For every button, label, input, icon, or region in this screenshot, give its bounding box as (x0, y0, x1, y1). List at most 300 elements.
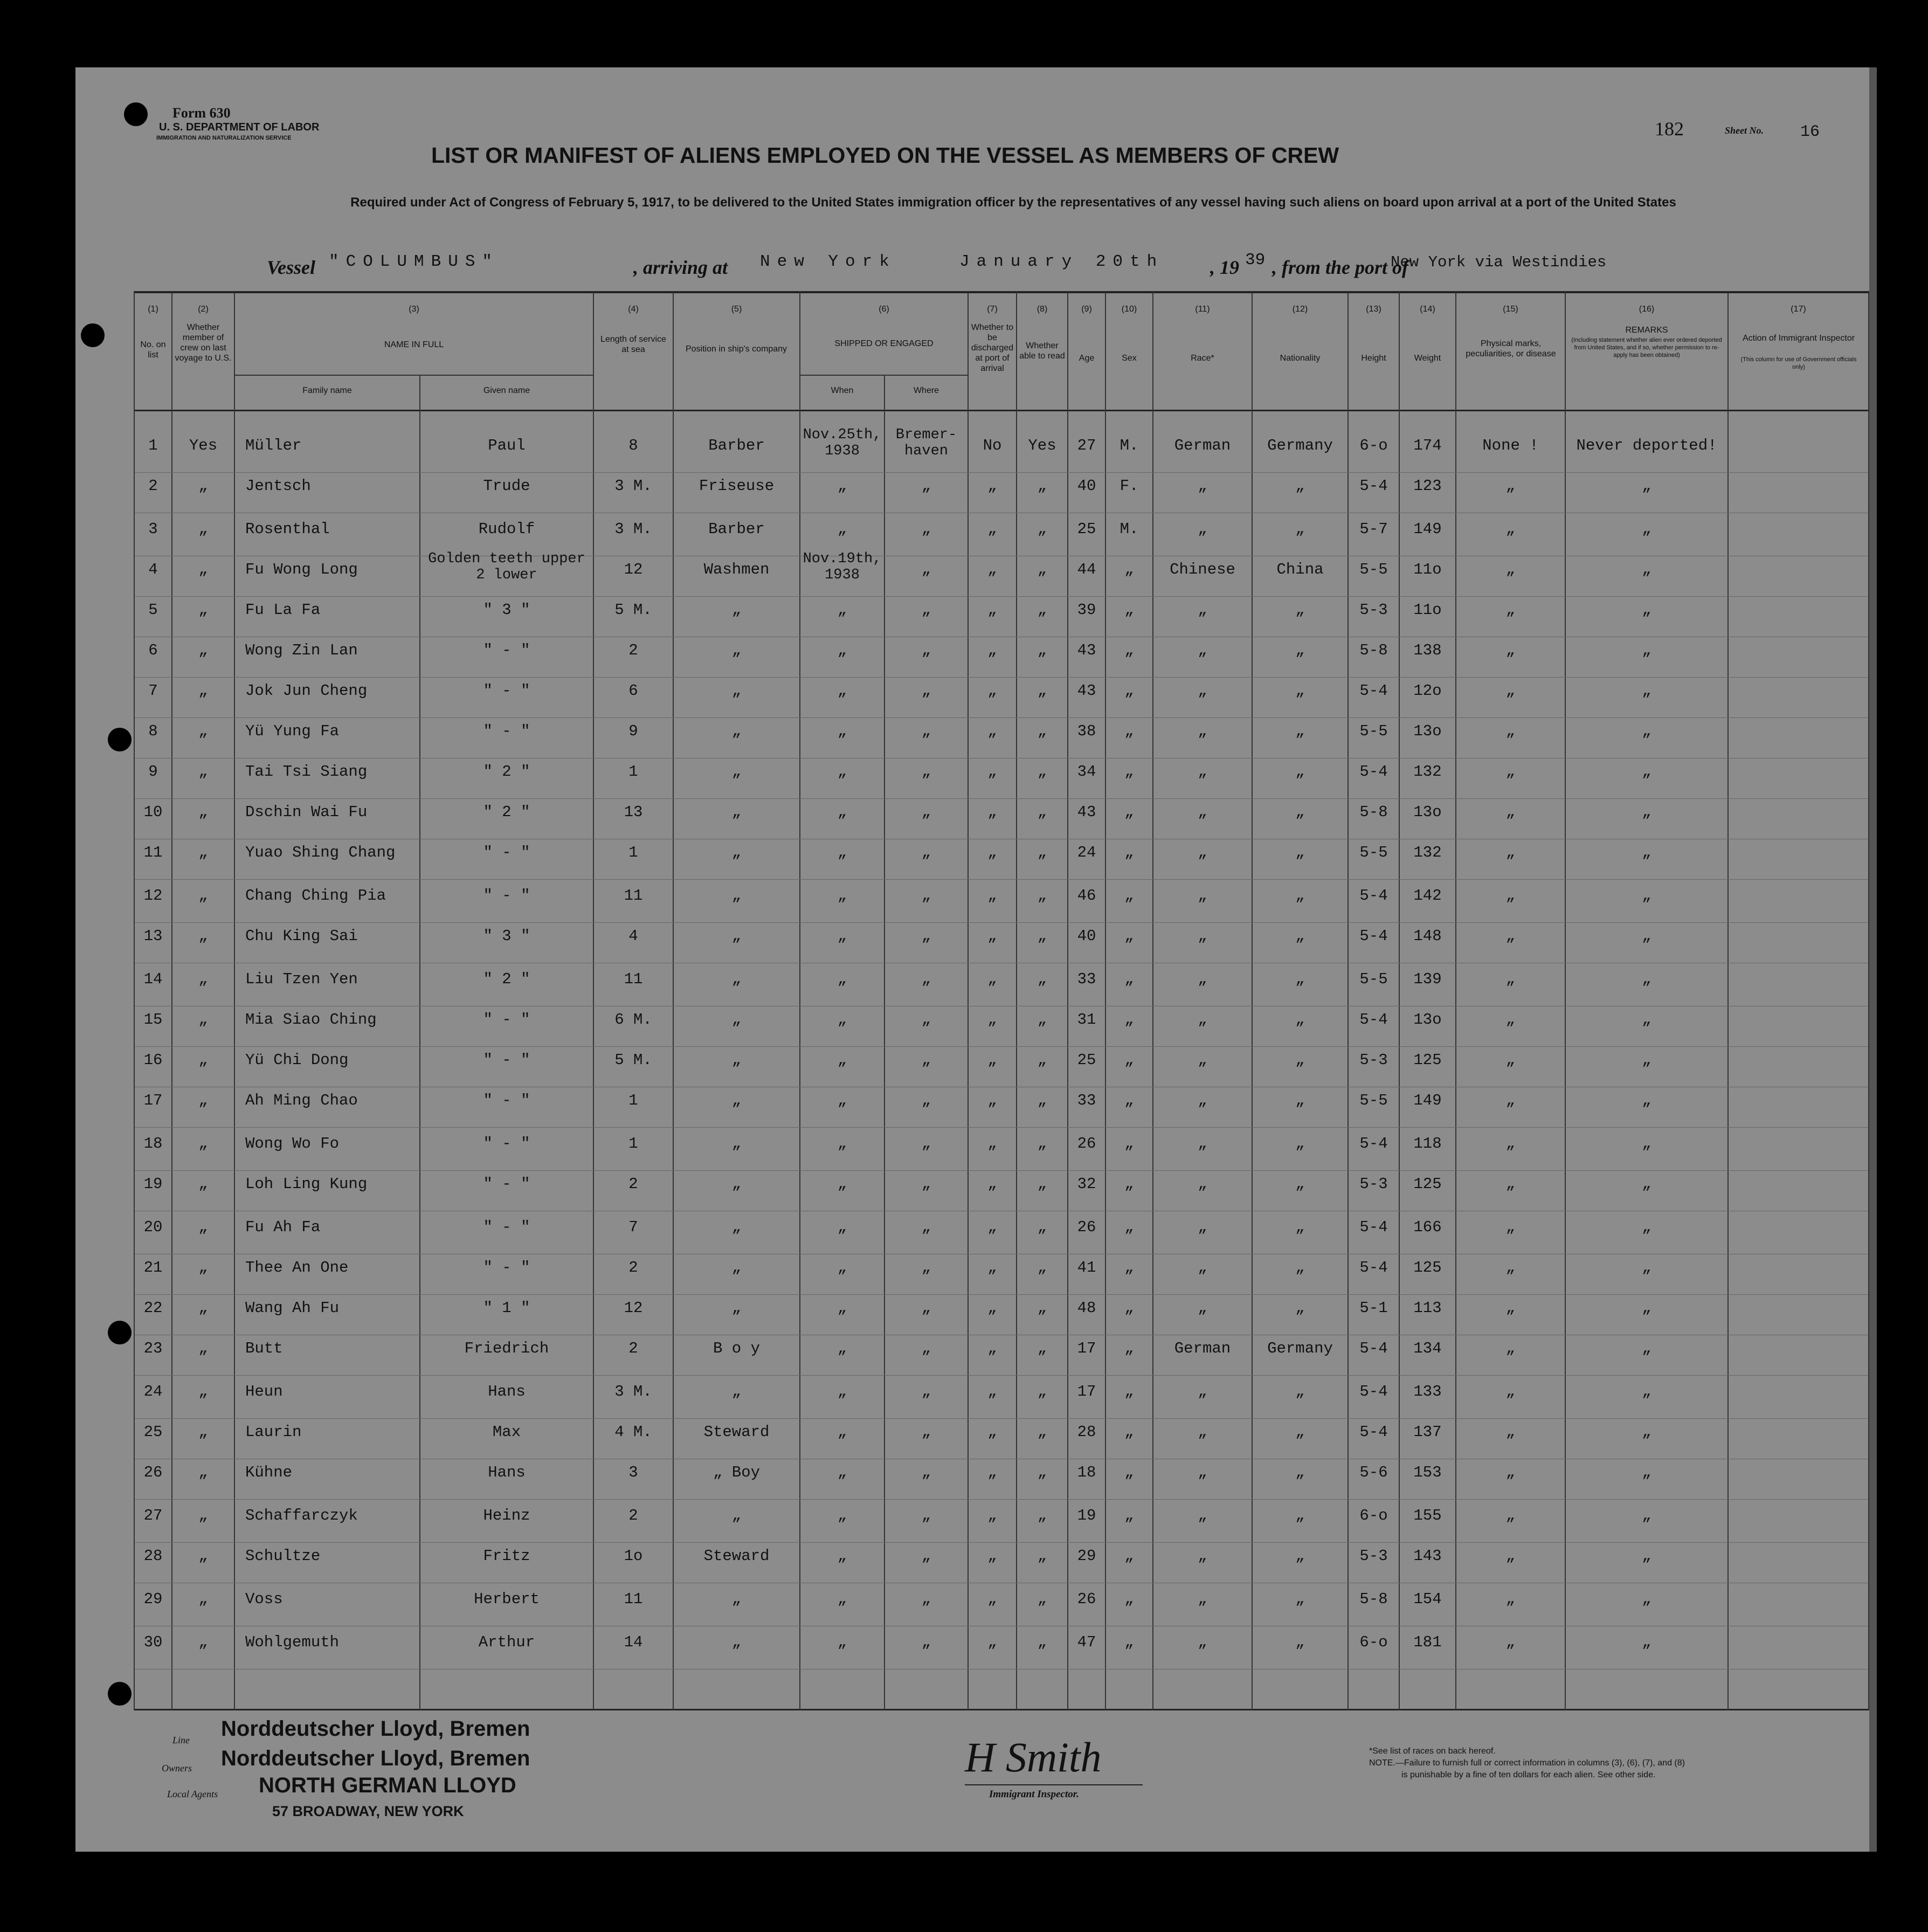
cell-position: „ (731, 1590, 742, 1608)
cell-prev: „ (198, 1135, 208, 1153)
cell-sex: „ (1124, 1011, 1134, 1029)
cell-nationality: „ (1295, 887, 1305, 905)
cell-race: „ (1198, 1092, 1207, 1109)
cell-family: Laurin (245, 1423, 302, 1441)
cell-nationality: China (1276, 561, 1324, 578)
cell-race: „ (1198, 520, 1207, 538)
row-rule (135, 1127, 1868, 1128)
cell-read: „ (1037, 927, 1047, 945)
cell-sex: „ (1124, 1464, 1134, 1481)
cell-height: 5-3 (1359, 1547, 1388, 1565)
cell-nationality: „ (1295, 682, 1305, 700)
cell-no: 29 (143, 1590, 163, 1608)
cell-height: 5-4 (1359, 763, 1388, 781)
cell-remarks: „ (1642, 561, 1651, 578)
cell-height: 5-4 (1359, 682, 1388, 700)
cell-height: 5-5 (1359, 1092, 1388, 1109)
cell-marks: „ (1505, 561, 1516, 578)
column-number: (8) (1036, 305, 1048, 314)
col-line (593, 292, 594, 1710)
cell-when: „ (837, 1259, 847, 1276)
cell-read: „ (1037, 887, 1047, 905)
owners-value: Norddeutscher Lloyd, Bremen (221, 1747, 530, 1770)
col-line (1868, 292, 1869, 1710)
cell-when: „ (837, 477, 847, 495)
cell-discharged: „ (987, 887, 997, 905)
cell-race: „ (1198, 477, 1207, 495)
cell-given: Hans (488, 1383, 526, 1400)
cell-no: 24 (143, 1383, 163, 1400)
cell-sex: „ (1124, 601, 1134, 619)
cell-service: 2 (628, 1259, 638, 1276)
cell-position: „ (731, 970, 742, 988)
cell-prev: „ (198, 1011, 208, 1029)
cell-discharged: „ (987, 1299, 997, 1317)
col-line (134, 292, 135, 1710)
cell-remarks: „ (1642, 1383, 1651, 1400)
cell-service: 6 (628, 682, 638, 700)
cell-read: „ (1037, 601, 1047, 619)
cell-no: 3 (148, 520, 158, 538)
cell-sex: M. (1120, 520, 1139, 538)
cell-read: „ (1037, 722, 1047, 740)
cell-prev: Yes (189, 437, 218, 454)
cell-position: „ Boy (713, 1464, 760, 1481)
cell-no: 30 (143, 1633, 163, 1651)
row-rule (135, 472, 1868, 473)
cell-remarks: „ (1642, 1590, 1651, 1608)
header-able-read: Whether able to read (1019, 341, 1065, 361)
cell-age: 43 (1077, 641, 1096, 659)
cell-given: Herbert (474, 1590, 540, 1608)
cell-no: 18 (143, 1135, 163, 1153)
column-number: (16) (1639, 305, 1655, 314)
cell-discharged: „ (987, 1547, 997, 1565)
cell-prev: „ (198, 1218, 208, 1236)
cell-age: 29 (1077, 1547, 1096, 1565)
cell-position: „ (731, 1175, 742, 1193)
header-inspector-note: (This column for use of Government officials only) (1740, 356, 1857, 370)
cell-weight: 166 (1413, 1218, 1442, 1236)
agents-address: 57 BROADWAY, NEW YORK (272, 1803, 464, 1819)
col-line (1016, 292, 1017, 1710)
cell-nationality: „ (1295, 927, 1305, 945)
cell-when: „ (837, 927, 847, 945)
cell-where: „ (921, 1340, 931, 1357)
table-bottom-rule (134, 1709, 1869, 1710)
cell-family: Voss (245, 1590, 283, 1608)
cell-prev: „ (198, 641, 208, 659)
cell-no: 7 (148, 682, 158, 700)
cell-marks: „ (1505, 1092, 1516, 1109)
cell-given: Trude (483, 477, 530, 495)
cell-where: „ (921, 1135, 931, 1153)
column-number: (3) (409, 305, 419, 314)
header-remarks-note: (Including statement whether alien ever ordered deported from United States, and if so, whether permission to re-apply has been obtained) (1571, 337, 1722, 358)
cell-remarks: „ (1642, 763, 1651, 781)
cell-prev: „ (198, 561, 208, 578)
cell-race: „ (1198, 1590, 1207, 1608)
cell-weight: 149 (1413, 1092, 1442, 1109)
cell-age: 31 (1077, 1011, 1096, 1029)
cell-when: „ (837, 1383, 847, 1400)
cell-sex: „ (1124, 803, 1134, 821)
cell-family: Chu King Sai (245, 927, 358, 945)
cell-when: „ (837, 1218, 847, 1236)
cell-where: „ (921, 477, 931, 495)
col-line (673, 292, 674, 1710)
cell-no: 13 (143, 927, 163, 945)
cell-given: Fritz (483, 1547, 530, 1565)
cell-read: „ (1037, 1464, 1047, 1481)
cell-no: 22 (143, 1299, 163, 1317)
cell-where: „ (921, 561, 931, 578)
inspector-signature: H Smith (965, 1734, 1102, 1781)
cell-family: Thee An One (245, 1259, 349, 1276)
cell-service: 1 (628, 1092, 638, 1109)
cell-read: „ (1037, 1423, 1047, 1441)
cell-read: Yes (1028, 437, 1056, 454)
cell-marks: „ (1505, 1464, 1516, 1481)
cell-weight: 125 (1413, 1175, 1442, 1193)
cell-discharged: „ (987, 561, 997, 578)
cell-height: 5-3 (1359, 1051, 1388, 1069)
cell-no: 12 (143, 887, 163, 905)
cell-where: „ (921, 1590, 931, 1608)
header-nationality: Nationality (1280, 354, 1321, 363)
cell-sex: „ (1124, 1590, 1134, 1608)
cell-nationality: „ (1295, 1423, 1305, 1441)
row-rule (135, 1046, 1868, 1047)
department-name: U. S. DEPARTMENT OF LABOR (159, 121, 320, 133)
column-number: (1) (148, 305, 158, 314)
cell-when: „ (837, 1547, 847, 1565)
cell-marks: „ (1505, 1259, 1516, 1276)
cell-weight: 174 (1413, 437, 1442, 454)
cell-prev: „ (198, 1092, 208, 1109)
row-rule (135, 1375, 1868, 1376)
cell-family: Yü Yung Fa (245, 722, 340, 740)
cell-sex: „ (1124, 1175, 1134, 1193)
cell-position: Washmen (703, 561, 770, 578)
cell-service: 9 (628, 722, 638, 740)
cell-weight: 154 (1413, 1590, 1442, 1608)
form-number: Form 630 (172, 105, 231, 121)
cell-sex: „ (1124, 1092, 1134, 1109)
cell-where: „ (921, 1383, 931, 1400)
cell-discharged: „ (987, 682, 997, 700)
col-line (1152, 292, 1153, 1710)
cell-weight: 148 (1413, 927, 1442, 945)
cell-service: 11 (624, 1590, 643, 1608)
cell-age: 28 (1077, 1423, 1096, 1441)
cell-family: Loh Ling Kung (245, 1175, 368, 1193)
cell-nationality: „ (1295, 1259, 1305, 1276)
cell-sex: „ (1124, 970, 1134, 988)
header-given-name: Given name (483, 386, 530, 395)
cell-sex: „ (1124, 561, 1134, 578)
cell-service: 1 (628, 1135, 638, 1153)
cell-race: „ (1198, 1299, 1207, 1317)
cell-height: 5-5 (1359, 970, 1388, 988)
from-port: New York via Westindies (1391, 253, 1607, 271)
cell-when: „ (837, 1423, 847, 1441)
cell-service: 13 (624, 803, 643, 821)
cell-when: „ (837, 763, 847, 781)
cell-position: Friseuse (699, 477, 775, 495)
cell-position: „ (731, 722, 742, 740)
cell-height: 5-4 (1359, 1423, 1388, 1441)
cell-position: „ (731, 1507, 742, 1524)
cell-where: „ (921, 1464, 931, 1481)
cell-nationality: „ (1295, 477, 1305, 495)
cell-nationality: „ (1295, 1547, 1305, 1565)
row-rule (135, 798, 1868, 799)
cell-sex: M. (1120, 437, 1139, 454)
cell-family: Rosenthal (245, 520, 330, 538)
cell-discharged: „ (987, 1633, 997, 1651)
column-number: (11) (1195, 305, 1210, 314)
cell-sex: „ (1124, 1340, 1134, 1357)
col-line (968, 292, 969, 1710)
cell-sex: „ (1124, 1299, 1134, 1317)
cell-weight: 138 (1413, 641, 1442, 659)
sheet-number: 16 (1800, 123, 1820, 141)
header-bottom-rule (134, 410, 1869, 411)
vessel-name: "COLUMBUS" (329, 252, 500, 271)
col-line (799, 292, 800, 1710)
row-rule (135, 1294, 1868, 1295)
cell-discharged: „ (987, 1175, 997, 1193)
cell-height: 5-4 (1359, 1011, 1388, 1029)
cell-read: „ (1037, 1259, 1047, 1276)
cell-height: 5-5 (1359, 844, 1388, 861)
cell-read: „ (1037, 682, 1047, 700)
cell-no: 27 (143, 1507, 163, 1524)
cell-weight: 13o (1413, 803, 1442, 821)
row-rule (135, 1542, 1868, 1543)
cell-height: 5-4 (1359, 927, 1388, 945)
cell-prev: „ (198, 1590, 208, 1608)
cell-discharged: „ (987, 722, 997, 740)
cell-service: 3 M. (614, 1383, 652, 1400)
cell-discharged: „ (987, 970, 997, 988)
arriving-label: , arriving at (633, 257, 728, 278)
cell-marks: „ (1505, 722, 1516, 740)
cell-weight: 142 (1413, 887, 1442, 905)
cell-discharged: „ (987, 1383, 997, 1400)
header-weight: Weight (1414, 354, 1441, 363)
cell-family: Wong Wo Fo (245, 1135, 340, 1153)
cell-age: 24 (1077, 844, 1096, 861)
header-where: Where (913, 386, 939, 395)
header-position: Position in ship's company (685, 344, 787, 354)
cell-family: Schultze (245, 1547, 321, 1565)
cell-prev: „ (198, 1175, 208, 1193)
cell-marks: „ (1505, 844, 1516, 861)
cell-sex: „ (1124, 1633, 1134, 1651)
cell-remarks: Never deported! (1576, 437, 1717, 454)
cell-nationality: „ (1295, 1092, 1305, 1109)
cell-prev: „ (198, 682, 208, 700)
cell-discharged: „ (987, 844, 997, 861)
cell-age: 25 (1077, 1051, 1096, 1069)
cell-where: „ (921, 722, 931, 740)
cell-nationality: „ (1295, 1051, 1305, 1069)
cell-read: „ (1037, 641, 1047, 659)
column-number: (14) (1420, 305, 1435, 314)
cell-prev: „ (198, 887, 208, 905)
owners-label: Owners (162, 1763, 192, 1774)
cell-no: 1 (148, 437, 158, 454)
cell-weight: 137 (1413, 1423, 1442, 1441)
cell-marks: „ (1505, 1218, 1516, 1236)
cell-weight: 153 (1413, 1464, 1442, 1481)
cell-weight: 132 (1413, 763, 1442, 781)
cell-discharged: „ (987, 520, 997, 538)
cell-given: " - " (483, 1011, 530, 1029)
cell-discharged: „ (987, 1259, 997, 1276)
cell-height: 6-o (1359, 437, 1388, 454)
cell-discharged: „ (987, 1464, 997, 1481)
cell-family: Fu La Fa (245, 601, 321, 619)
binder-hole (81, 323, 105, 347)
cell-nationality: „ (1295, 1464, 1305, 1481)
header-prev-voyage: Whether member of crew on last voyage to U.S. (175, 323, 232, 363)
cell-nationality: „ (1295, 1175, 1305, 1193)
cell-sex: „ (1124, 763, 1134, 781)
sheet-edge (1869, 67, 1877, 1852)
header-name-in-full: NAME IN FULL (384, 340, 444, 349)
cell-when: „ (837, 1633, 847, 1651)
cell-marks: „ (1505, 803, 1516, 821)
cell-race: „ (1198, 1383, 1207, 1400)
cell-race: „ (1198, 601, 1207, 619)
cell-discharged: „ (987, 1011, 997, 1029)
cell-age: 40 (1077, 927, 1096, 945)
cell-height: 5-8 (1359, 641, 1388, 659)
cell-height: 6-o (1359, 1507, 1388, 1524)
cell-position: „ (731, 1218, 742, 1236)
cell-service: 14 (624, 1633, 643, 1651)
cell-given: Max (492, 1423, 521, 1441)
cell-nationality: „ (1295, 601, 1305, 619)
cell-age: 34 (1077, 763, 1096, 781)
cell-service: 11 (624, 887, 643, 905)
cell-given: " - " (483, 1092, 530, 1109)
cell-sex: „ (1124, 682, 1134, 700)
cell-service: 1 (628, 763, 638, 781)
cell-prev: „ (198, 520, 208, 538)
column-number: (10) (1121, 305, 1137, 314)
col-line (234, 292, 235, 1710)
cell-sex: „ (1124, 1135, 1134, 1153)
cell-height: 5-4 (1359, 887, 1388, 905)
column-number: (9) (1081, 305, 1092, 314)
cell-no: 4 (148, 561, 158, 578)
cell-remarks: „ (1642, 1135, 1651, 1153)
cell-when: „ (837, 1464, 847, 1481)
cell-when: „ (837, 641, 847, 659)
cell-when: „ (837, 601, 847, 619)
cell-age: 18 (1077, 1464, 1096, 1481)
cell-where: „ (921, 1092, 931, 1109)
cell-given: " - " (483, 722, 530, 740)
cell-no: 10 (143, 803, 163, 821)
cell-no: 19 (143, 1175, 163, 1193)
col-line (1067, 292, 1068, 1710)
cell-height: 5-7 (1359, 520, 1388, 538)
cell-nationality: Germany (1267, 437, 1333, 454)
cell-weight: 125 (1413, 1259, 1442, 1276)
cell-prev: „ (198, 1633, 208, 1651)
cell-service: 1o (624, 1547, 643, 1565)
cell-height: 5-3 (1359, 601, 1388, 619)
cell-no: 8 (148, 722, 158, 740)
cell-no: 21 (143, 1259, 163, 1276)
cell-height: 5-4 (1359, 1383, 1388, 1400)
cell-no: 26 (143, 1464, 163, 1481)
cell-when: „ (837, 1340, 847, 1357)
cell-age: 26 (1077, 1590, 1096, 1608)
header-inspector-action: Action of Immigrant Inspector (1742, 334, 1855, 343)
cell-sex: „ (1124, 1507, 1134, 1524)
cell-given: " - " (483, 1259, 530, 1276)
cell-remarks: „ (1642, 1633, 1651, 1651)
cell-remarks: „ (1642, 1299, 1651, 1317)
cell-service: 1 (628, 844, 638, 861)
column-number: (12) (1292, 305, 1308, 314)
cell-marks: „ (1505, 520, 1516, 538)
cell-age: 39 (1077, 601, 1096, 619)
col-line (1347, 292, 1349, 1710)
cell-where: „ (921, 970, 931, 988)
page-title: LIST OR MANIFEST OF ALIENS EMPLOYED ON THE VESSEL AS MEMBERS OF CREW (431, 143, 1339, 168)
cell-remarks: „ (1642, 803, 1651, 821)
cell-given: " - " (483, 1175, 530, 1193)
cell-family: Wohlgemuth (245, 1633, 340, 1651)
cell-race: „ (1198, 1218, 1207, 1236)
cell-given: " - " (483, 844, 530, 861)
cell-weight: 113 (1413, 1299, 1442, 1317)
cell-family: Yuao Shing Chang (245, 844, 396, 861)
cell-family: Chang Ching Pia (245, 887, 386, 905)
cell-age: 26 (1077, 1135, 1096, 1153)
cell-nationality: „ (1295, 1218, 1305, 1236)
cell-read: „ (1037, 1299, 1047, 1317)
cell-weight: 181 (1413, 1633, 1442, 1651)
header-physical-marks: Physical marks, peculiarities, or disease (1466, 339, 1556, 358)
cell-where: „ (921, 1175, 931, 1193)
cell-prev: „ (198, 970, 208, 988)
cell-remarks: „ (1642, 1051, 1651, 1069)
cell-race: German (1174, 437, 1231, 454)
cell-nationality: „ (1295, 844, 1305, 861)
row-rule (135, 1499, 1868, 1500)
cell-family: Yü Chi Dong (245, 1051, 349, 1069)
cell-age: 47 (1077, 1633, 1096, 1651)
cell-where: „ (921, 1218, 931, 1236)
cell-family: Fu Wong Long (245, 561, 358, 578)
cell-race: „ (1198, 1423, 1207, 1441)
cell-family: Dschin Wai Fu (245, 803, 368, 821)
cell-given: Friedrich (464, 1340, 549, 1357)
page-number: 182 (1655, 118, 1684, 140)
cell-discharged: „ (987, 1340, 997, 1357)
cell-where: „ (921, 1423, 931, 1441)
inspector-label: Immigrant Inspector. (989, 1789, 1079, 1800)
cell-race: „ (1198, 682, 1207, 700)
